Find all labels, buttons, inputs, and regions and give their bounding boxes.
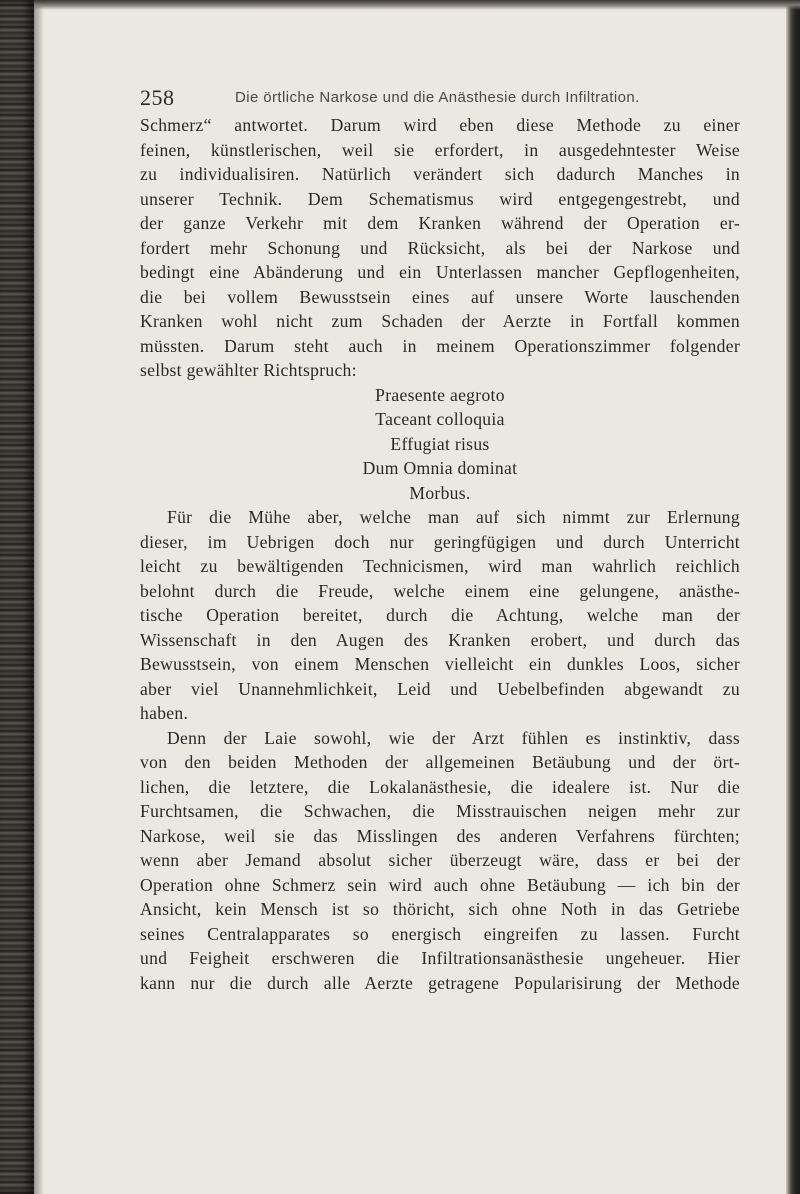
text-line: zu individualisiren. Natürlich verändert sich dadurch Manches in xyxy=(140,164,740,184)
motto-verse xyxy=(140,383,740,506)
motto-line: Praesente aegroto xyxy=(375,384,505,405)
paragraph-2 xyxy=(140,505,740,726)
text-line: kann nur die durch alle Aerzte getragene Popularisirung der Methode xyxy=(140,972,740,993)
text-line: lichen, die letztere, die Lokalanästhesie, die idealere ist. Nur die xyxy=(140,776,740,797)
text-line: dieser, im Uebrigen doch nur geringfügigen und durch Unterricht xyxy=(140,531,740,552)
text-line: Kranken wohl nicht zum Schaden der Aerzte in Fortfall kommen xyxy=(140,311,740,331)
motto-line: Effugiat risus xyxy=(390,433,490,454)
text-line: unserer Technik. Dem Schematismus wird entgegengestrebt, und xyxy=(140,188,740,209)
motto-line: Dum Omnia dominat xyxy=(362,458,518,478)
paragraph-1 xyxy=(140,113,740,383)
text-line: von den beiden Methoden der allgemeinen Betäubung und der ört- xyxy=(140,752,740,772)
text-line: wenn aber Jemand absolut sicher überzeugt wäre, dass er bei der xyxy=(140,850,740,870)
text-line: haben. xyxy=(140,703,189,723)
text-line: feinen, künstlerischen, weil sie erfordert, in ausgedehntester Weise xyxy=(140,139,740,160)
text-line: bedingt eine Abänderung und ein Unterlassen mancher Gepflogenheiten, xyxy=(140,262,740,282)
text-line: müssten. Darum steht auch in meinem Operationszimmer folgender xyxy=(140,335,740,356)
text-line: tische Operation bereitet, durch die Achtung, welche man der xyxy=(140,605,740,625)
text-line: und Feigheit erschweren die Infiltrationsanästhesie ungeheuer. Hier xyxy=(140,948,740,968)
text-line: Schmerz“ antwortet. Darum wird eben diese Methode zu einer xyxy=(140,115,740,135)
text-line: fordert mehr Schonung und Rücksicht, als bei der Narkose und xyxy=(140,237,740,258)
text-line: Operation ohne Schmerz sein wird auch ohne Betäubung — ich bin der xyxy=(140,874,740,895)
motto-line: Taceant colloquia xyxy=(375,409,505,429)
text-line: Wissenschaft in den Augen des Kranken erobert, und durch das xyxy=(140,629,740,650)
text-line: leicht zu bewältigenden Technicismen, wird man wahrlich reichlich xyxy=(140,556,740,576)
text-line: der ganze Verkehr mit dem Kranken während der Operation er- xyxy=(140,213,740,233)
text-line: die bei vollem Bewusstsein eines auf unsere Worte lauschenden xyxy=(140,286,740,307)
page-right-edge xyxy=(786,0,800,1194)
page-top-edge xyxy=(34,0,800,10)
text-line: belohnt durch die Freude, welche einem eine gelungene, anästhe- xyxy=(140,580,740,601)
text-line: Ansicht, kein Mensch ist so thöricht, sich ohne Noth in das Getriebe xyxy=(140,899,740,919)
text-line: aber viel Unannehmlichkeit, Leid und Uebelbefinden abgewandt zu xyxy=(140,678,740,699)
text-line: Bewusstsein, von einem Menschen vielleicht ein dunkles Loos, sicher xyxy=(140,654,740,674)
page-number: 258 xyxy=(140,85,175,110)
body-text xyxy=(140,113,740,995)
text-line: seines Centralapparates so energisch eingreifen zu lassen. Furcht xyxy=(140,923,740,944)
text-line: selbst gewählter Richtspruch: xyxy=(140,360,357,380)
text-line: Denn der Laie sowohl, wie der Arzt fühlen es instinktiv, dass xyxy=(167,727,740,748)
paragraph-3 xyxy=(140,726,740,996)
text-line: Furchtsamen, die Schwachen, die Misstrauischen neigen mehr zur xyxy=(140,801,740,821)
text-line: Für die Mühe aber, welche man auf sich nimmt zur Erlernung xyxy=(167,507,740,527)
binding-gutter xyxy=(0,0,34,1194)
text-line: Narkose, weil sie das Misslingen des anderen Verfahrens fürchten; xyxy=(140,825,740,846)
motto-line: Morbus. xyxy=(409,482,471,503)
running-title: Die örtliche Narkose und die Anästhesie durch Infiltration. xyxy=(235,89,640,106)
